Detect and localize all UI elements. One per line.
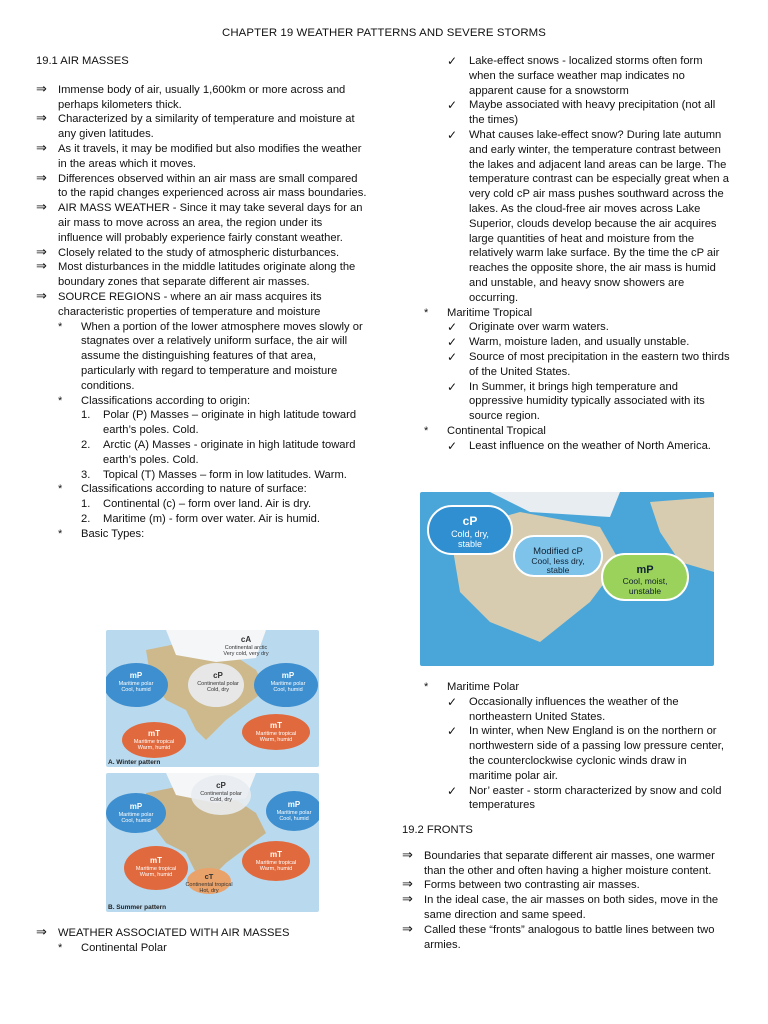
svg-text:cT: cT xyxy=(204,872,214,881)
bullet-item: ⇒ SOURCE REGIONS - where an air mass acquires its characteristic properties of temperature and moisture xyxy=(36,287,322,318)
fronts-section xyxy=(402,823,732,952)
check-item: ✓ Occasionally influences the weather of the northeastern United States. xyxy=(447,694,679,723)
svg-text:Maritime tropical: Maritime tropical xyxy=(133,739,175,745)
svg-text:Very cold, very dry: Very cold, very dry xyxy=(223,651,269,657)
bullet-item: ⇒ Boundaries that separate different air masses, one warmer than the other and often having a higher moisture content. xyxy=(402,846,715,877)
check-item: ✓ Originate over warm waters. xyxy=(447,320,609,335)
arrow-icon: ⇒ xyxy=(36,287,47,303)
star-icon: * xyxy=(424,424,429,437)
svg-text:Maritime polar: Maritime polar xyxy=(118,812,154,818)
svg-text:stable: stable xyxy=(457,539,483,549)
bullet-item: ⇒ WEATHER ASSOCIATED WITH AIR MASSES xyxy=(36,924,290,939)
star-icon: * xyxy=(58,527,63,540)
svg-text:Warm, humid: Warm, humid xyxy=(139,872,173,878)
svg-text:Cold, dry,: Cold, dry, xyxy=(451,529,489,539)
svg-text:Cool, humid: Cool, humid xyxy=(279,816,309,822)
maritime-polar-section xyxy=(402,680,732,813)
star-icon: * xyxy=(424,681,429,693)
numbered-item: 2. Arctic (A) Masses - originate in high latitude toward earth’s poles. Cold. xyxy=(81,438,356,466)
svg-text:Cool, humid: Cool, humid xyxy=(121,687,151,693)
sub-item: * Continental Tropical xyxy=(424,424,546,437)
arrow-icon: ⇒ xyxy=(402,846,413,862)
check-icon: ✓ xyxy=(447,724,458,739)
bullet-item: ⇒ Immense body of air, usually 1,600km or more across and perhaps kilometers thick. xyxy=(36,80,346,111)
svg-text:Maritime polar: Maritime polar xyxy=(118,681,154,687)
svg-text:Maritime polar: Maritime polar xyxy=(270,681,306,687)
sub-item: * Classifications according to origin: xyxy=(58,394,251,407)
check-icon: ✓ xyxy=(447,783,458,798)
star-icon: * xyxy=(58,941,63,954)
arrow-icon: ⇒ xyxy=(36,80,47,96)
sub-item: * Maritime Tropical xyxy=(424,306,533,319)
check-item: ✓ In winter, when New England is on the northern or northwestern side of a passing low pressure center, the counterclockwise cyclonic winds draw in maritime polar air. xyxy=(447,724,724,782)
bullet-item: ⇒ Differences observed within an air mass are small compared to the rapid changes experienced across air mass boundaries. xyxy=(36,169,367,200)
bullet-item: ⇒ Called these “fronts” analogous to battle lines between two armies. xyxy=(402,920,715,951)
svg-text:mP: mP xyxy=(129,671,143,680)
map-caption: A. Winter pattern xyxy=(108,759,161,766)
check-icon: ✓ xyxy=(447,335,458,350)
svg-text:unstable: unstable xyxy=(628,586,662,596)
svg-text:Cool, humid: Cool, humid xyxy=(273,687,303,693)
svg-text:Warm, humid: Warm, humid xyxy=(259,737,293,743)
check-icon: ✓ xyxy=(447,379,458,394)
check-icon: ✓ xyxy=(447,694,458,709)
svg-text:Maritime tropical: Maritime tropical xyxy=(135,866,177,872)
svg-text:mP: mP xyxy=(636,564,654,576)
numbered-item: 2. Maritime (m) - form over water. Air is humid. xyxy=(81,512,320,525)
svg-text:Hot, dry: Hot, dry xyxy=(199,888,219,894)
svg-text:Maritime tropical: Maritime tropical xyxy=(255,731,297,737)
map-label: cA xyxy=(240,635,252,644)
svg-text:Maritime tropical: Maritime tropical xyxy=(255,860,297,866)
check-item: ✓ Lake-effect snows - localized storms often form when the surface weather map indicates no apparent cause for a snowstorm xyxy=(447,54,703,97)
check-icon: ✓ xyxy=(447,320,458,335)
star-icon: * xyxy=(58,394,63,407)
check-icon: ✓ xyxy=(447,349,458,364)
svg-text:cP: cP xyxy=(213,671,223,680)
check-item: ✓ What causes lake-effect snow? During late autumn and early winter, the temperature contrast between the lakes and adjacent land areas can be large. The temperature contrast can be especially great when a very cold cP air mass pushes southward across the lakes. As the cloud-free air moves across Lake Superior, clouds develop because the air acquires large quantities of heat and moisture from the relatively warm lake surface. By the time the cP air reaches the opposite shore, the air mass is humid and unstable, and heavy snow showers are occurring. xyxy=(447,127,729,304)
check-item: ✓ Maybe associated with heavy precipitation (not all the times) xyxy=(447,98,716,127)
star-icon: * xyxy=(58,320,63,333)
svg-text:Cool, less dry,: Cool, less dry, xyxy=(531,556,585,566)
svg-text:mT: mT xyxy=(270,721,282,730)
svg-text:Continental polar: Continental polar xyxy=(200,791,242,797)
svg-text:mT: mT xyxy=(270,850,282,859)
arrow-icon: ⇒ xyxy=(36,169,47,185)
check-item: ✓ In Summer, it brings high temperature and oppressive humidity typically associated with its source region. xyxy=(447,379,705,423)
sub-item: * Classifications according to nature of surface: xyxy=(58,483,307,496)
left-column xyxy=(36,54,368,542)
bullet-item: ⇒ As it travels, it may be modified but also modifies the weather in the areas which it moves. xyxy=(36,139,362,170)
check-icon: ✓ xyxy=(447,438,458,453)
bullet-item: ⇒ Forms between two contrasting air masses. xyxy=(402,876,640,892)
numbered-item: 1. Polar (P) Masses – originate in high latitude toward earth’s poles. Cold. xyxy=(81,409,357,437)
arrow-icon: ⇒ xyxy=(402,920,413,936)
sub-item: * Basic Types: xyxy=(58,527,145,540)
svg-text:Maritime polar: Maritime polar xyxy=(276,810,312,816)
svg-text:Cold, dry: Cold, dry xyxy=(206,687,230,693)
check-icon: ✓ xyxy=(447,54,458,68)
sub-item: * Maritime Polar xyxy=(424,681,520,693)
bullet-item: ⇒ In the ideal case, the air masses on both sides, move in the same direction and same speed. xyxy=(402,891,719,921)
bullet-item: ⇒ Closely related to the study of atmospheric disturbances. xyxy=(36,243,340,259)
arrow-icon: ⇒ xyxy=(36,199,47,215)
check-icon: ✓ xyxy=(447,98,458,113)
svg-text:mP: mP xyxy=(129,802,143,811)
svg-text:mT: mT xyxy=(150,856,162,865)
bullet-item: ⇒ AIR MASS WEATHER - Since it may take several days for an air mass to move across an area, the region under its influence will probably experience fairly constant weather. xyxy=(36,199,363,244)
arrow-icon: ⇒ xyxy=(36,258,47,274)
numbered-item: 3. Topical (T) Masses – form in low latitudes. Warm. xyxy=(81,468,347,481)
arrow-icon: ⇒ xyxy=(402,876,413,892)
arrow-icon: ⇒ xyxy=(402,891,413,907)
svg-text:mP: mP xyxy=(287,800,301,809)
winter-air-mass-map xyxy=(106,630,319,767)
svg-text:Continental tropical: Continental tropical xyxy=(185,882,233,888)
check-item: ✓ Warm, moisture laden, and usually unstable. xyxy=(447,335,690,350)
arrow-icon: ⇒ xyxy=(36,243,47,259)
svg-text:Warm, humid: Warm, humid xyxy=(137,745,171,751)
svg-text:Cool, moist,: Cool, moist, xyxy=(622,576,668,586)
section-heading-air-masses: 19.1 AIR MASSES xyxy=(36,55,129,67)
summer-air-mass-map xyxy=(106,773,319,912)
svg-text:cP: cP xyxy=(462,514,478,528)
numbered-item: 1. Continental (c) – form over land. Air is dry. xyxy=(81,498,312,511)
map-caption: B. Summer pattern xyxy=(108,904,167,911)
bullet-item: ⇒ Characterized by a similarity of temperature and moisture at any given latitudes. xyxy=(36,110,355,141)
bullet-item: ⇒ Most disturbances in the middle latitudes originate along the boundary zones that separate different air masses. xyxy=(36,258,356,289)
sub-item: * Continental Polar xyxy=(58,941,167,954)
arrow-icon: ⇒ xyxy=(36,924,47,939)
check-item: ✓ Least influence on the weather of North America. xyxy=(447,438,711,453)
right-column xyxy=(402,54,732,454)
section-heading-fronts: 19.2 FRONTS xyxy=(402,824,473,836)
svg-text:Modified cP: Modified cP xyxy=(533,546,583,557)
svg-text:Continental arctic: Continental arctic xyxy=(224,645,268,651)
check-item: ✓ Source of most precipitation in the eastern two thirds of the United States. xyxy=(447,349,730,378)
svg-text:Cold, dry: Cold, dry xyxy=(209,797,233,803)
svg-text:Continental polar: Continental polar xyxy=(197,681,239,687)
svg-text:cP: cP xyxy=(216,781,226,790)
svg-text:stable: stable xyxy=(546,565,570,575)
arrow-icon: ⇒ xyxy=(36,139,47,155)
svg-text:mT: mT xyxy=(148,729,160,738)
weather-associated-section xyxy=(36,926,368,956)
svg-text:Warm, humid: Warm, humid xyxy=(259,866,293,872)
page-title: CHAPTER 19 WEATHER PATTERNS AND SEVERE STORMS xyxy=(222,27,546,39)
svg-text:mP: mP xyxy=(281,671,295,680)
check-icon: ✓ xyxy=(447,127,458,142)
svg-text:Cool, humid: Cool, humid xyxy=(121,818,151,824)
check-item: ✓ Nor’ easter - storm characterized by snow and cold temperatures xyxy=(447,783,722,812)
star-icon: * xyxy=(424,306,429,319)
arrow-icon: ⇒ xyxy=(36,110,47,126)
star-icon: * xyxy=(58,483,63,496)
sub-item: * When a portion of the lower atmosphere moves slowly or stagnates over a relatively uniform surface, the air will assume the distinguishing features of that area, particularly with regard to temperature and moisture conditions. xyxy=(58,320,363,392)
air-mass-modification-map xyxy=(420,492,714,666)
